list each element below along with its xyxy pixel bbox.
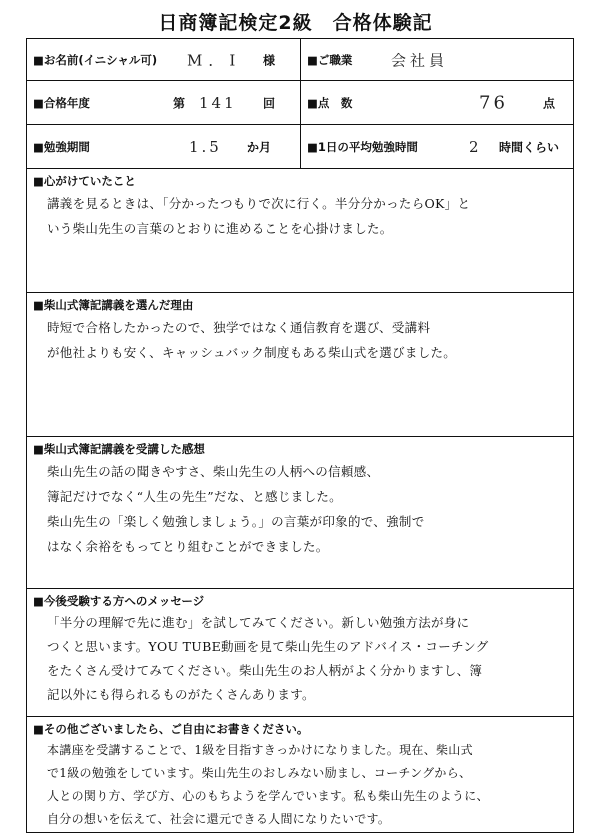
page-title: 日商簿記検定2級 合格体験記 [158,12,433,34]
period-suffix: か月 [247,140,272,154]
section-effort-label: ■心がけていたこと [33,174,136,188]
year-prefix: 第 [173,96,186,110]
period-cell [27,125,301,168]
experience-form [26,38,574,833]
section-other [27,717,573,832]
info-row-year [27,81,573,125]
name-suffix: 様 [263,53,276,67]
text-line: つくと思います。YOU TUBE動画を見て柴山先生のアドバイス・コーチング [47,639,489,654]
score-cell [301,81,575,124]
name-cell [27,39,301,80]
section-reason-label: ■柴山式簿記講義を選んだ理由 [33,298,194,312]
text-line: 「半分の理解で先に進む」を試してみてください。新しい勉強方法が身に [47,615,470,630]
text-line: をたくさん受けてみてください。柴山先生のお人柄がよく分かりますし、簿 [47,663,483,678]
score-suffix: 点 [543,96,556,110]
section-effort [27,169,573,293]
text-line: 簿記だけでなく“人生の先生”だな、と感じました。 [47,489,342,504]
period-label: ■勉強期間 [33,139,90,154]
text-line: が他社よりも安く、キャッシュバック制度もある柴山式を選びました。 [47,345,457,360]
daily-cell [301,125,575,168]
info-row-period [27,125,573,169]
year-cell [27,81,301,124]
section-effort-body [47,191,562,241]
section-impression [27,437,573,589]
text-line: 自分の想いを伝えて、社会に還元できる人間になりたいです。 [47,812,391,826]
job-value: 会社員 [391,51,449,69]
text-line: で1級の勉強をしています。柴山先生のおしみない励まし、コーチングから、 [47,766,472,780]
text-line: 柴山先生の話の聞きやすさ、柴山先生の人柄への信頼感、 [47,464,380,479]
job-label: ■ご職業 [307,52,353,67]
period-value: 1.5 [189,137,222,156]
year-value: 141 [199,93,237,112]
text-line: いう柴山先生の言葉のとおりに進めることを心掛けました。 [47,221,393,236]
text-line: 記以外にも得られるものがたくさんあります。 [47,687,315,702]
text-line: 柴山先生の「楽しく勉強しましょう。」の言葉が印象的で、強制で [47,514,425,529]
section-impression-body [47,459,562,559]
info-row-name [27,39,573,81]
text-line: 本講座を受講することで、1級を目指すきっかけになりました。現在、柴山式 [47,743,473,757]
daily-label: ■1日の平均勉強時間 [307,139,418,154]
text-line: 人との関り方、学び方、心のもちようを学んでいます。私も柴山先生のように、 [47,789,489,803]
job-cell [301,39,575,80]
year-suffix: 回 [263,96,276,110]
year-label: ■合格年度 [33,95,90,110]
daily-value: 2 [469,137,479,156]
section-other-label: ■その他ございましたら、ご自由にお書きください。 [33,722,309,736]
score-label: ■点 数 [307,95,353,110]
score-value: 76 [479,92,508,113]
text-line: 時短で合格したかったので、独学ではなく通信教育を選び、受講料 [47,320,431,335]
section-message-label: ■今後受験する方へのメッセージ [33,594,205,608]
text-line: 講義を見るときは、「分かったつもりで次に行く。半分分かったらOK」と [47,196,471,211]
section-message [27,589,573,717]
section-other-body [47,739,562,831]
daily-suffix: 時間くらい [499,140,560,154]
section-impression-label: ■柴山式簿記講義を受講した感想 [33,442,205,456]
text-line: はなく余裕をもってとり組むことができました。 [47,539,329,554]
name-value: M．I [187,51,242,69]
section-reason-body [47,315,562,365]
section-message-body [47,611,562,707]
name-label: ■お名前(イニシャル可) [33,52,158,67]
section-reason [27,293,573,437]
